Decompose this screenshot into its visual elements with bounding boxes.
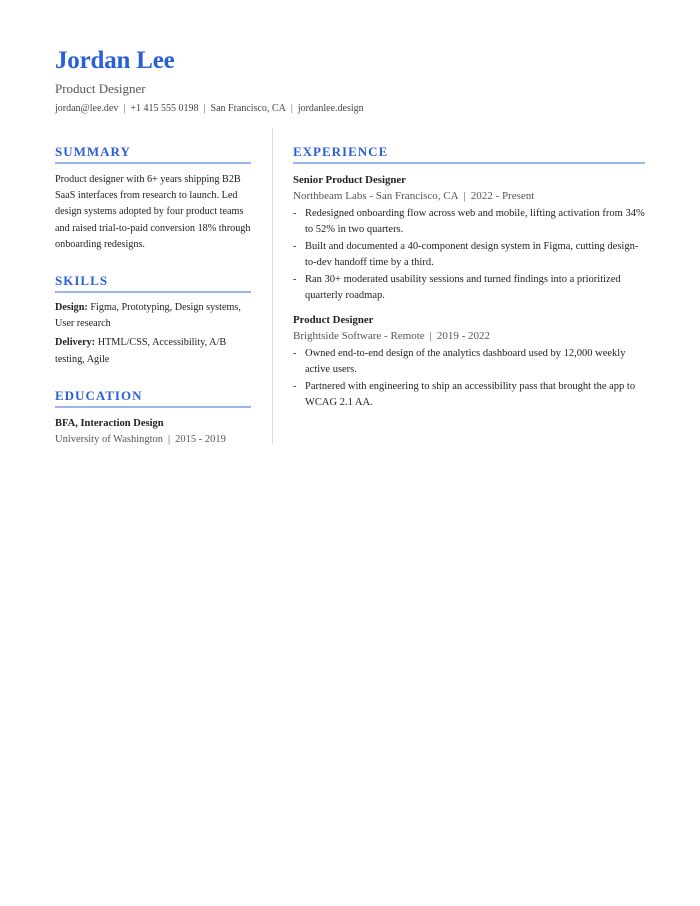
skills-section	[55, 272, 251, 368]
bullet-item	[293, 206, 645, 239]
education-years: 2015 - 2019	[175, 433, 226, 445]
bullet-marker: -	[293, 241, 297, 253]
job-meta	[293, 188, 645, 204]
job-entry	[293, 312, 645, 412]
skill-item	[55, 335, 251, 367]
education-meta	[55, 432, 251, 448]
job-title: Senior Product Designer	[293, 174, 406, 186]
education-entry	[55, 416, 251, 448]
job-entry	[293, 172, 645, 305]
skills-heading: SKILLS	[55, 272, 251, 293]
bullet-item	[293, 239, 645, 272]
right-column	[293, 143, 645, 430]
job-bullets	[293, 346, 645, 412]
bullet-text: Redesigned onboarding flow across web and mobile, lifting activation from 34% to 52% in two quarters.	[305, 208, 645, 236]
candidate-name: Jordan Lee	[55, 47, 175, 74]
education-section	[55, 387, 251, 448]
bullet-item	[293, 272, 645, 305]
job-dates: 2019 - 2022	[436, 329, 491, 342]
contact-website[interactable]: jordanlee.design	[297, 103, 364, 114]
education-separator: |	[168, 433, 171, 445]
bullet-marker: -	[293, 380, 297, 392]
contact-separator: |	[203, 103, 206, 114]
bullet-marker: -	[293, 347, 297, 359]
left-column	[55, 143, 251, 467]
contact-location: San Francisco, CA	[210, 103, 286, 114]
job-dates: 2022 - Present	[470, 190, 535, 202]
bullet-marker: -	[293, 274, 297, 286]
contact-separator: |	[290, 103, 293, 114]
contact-phone[interactable]: +1 415 555 0198	[130, 103, 199, 114]
bullet-item	[293, 379, 645, 412]
skill-item	[55, 300, 251, 332]
job-company: Northbeam Labs - San Francisco, CA	[293, 190, 459, 202]
bullet-text: Owned end-to-end design of the analytics dashboard used by 12,000 weekly active users.	[305, 347, 626, 376]
bullet-text: Ran 30+ moderated usability sessions and turned findings into a prioritized quarterly roadmap.	[305, 274, 621, 302]
bullet-marker: -	[293, 208, 297, 219]
bullet-item	[293, 346, 645, 379]
bullet-text: Built and documented a 40-component design system in Figma, cutting design-to-dev handoff time by a third.	[305, 241, 639, 269]
summary-text: Product designer with 6+ years shipping B2B SaaS interfaces from research to launch. Led design systems adopted by four product teams and raised trial-to-paid conversion 18% through onboarding redesigns.	[55, 174, 251, 250]
contact-separator: |	[123, 103, 126, 114]
education-degree: BFA, Interaction Design	[55, 417, 164, 429]
job-separator: |	[429, 329, 432, 342]
contact-line	[55, 102, 364, 116]
experience-heading: EXPERIENCE	[293, 143, 645, 164]
job-separator: |	[463, 190, 466, 202]
experience-section	[293, 143, 645, 411]
summary-heading: SUMMARY	[55, 143, 251, 164]
bullet-text: Partnered with engineering to ship an accessibility pass that brought the app to WCAG 2.1 AA.	[305, 380, 636, 409]
skill-value: HTML/CSS, Accessibility, A/B testing, Agile	[55, 337, 227, 365]
skill-label: Design:	[55, 302, 88, 314]
column-divider	[272, 128, 273, 444]
job-title: Product Designer	[293, 313, 374, 326]
candidate-role: Product Designer	[55, 81, 146, 96]
contact-email[interactable]: jordan@lee.dev	[55, 103, 119, 114]
summary-section	[55, 143, 251, 253]
skill-label: Delivery:	[55, 337, 96, 349]
education-heading: EDUCATION	[55, 387, 251, 408]
job-company: Brightside Software - Remote	[293, 329, 425, 342]
job-bullets	[293, 206, 645, 305]
education-school: University of Washington	[55, 433, 164, 445]
skill-value: Figma, Prototyping, Design systems, User research	[55, 302, 241, 330]
skills-list	[55, 300, 251, 368]
job-meta	[293, 328, 645, 344]
